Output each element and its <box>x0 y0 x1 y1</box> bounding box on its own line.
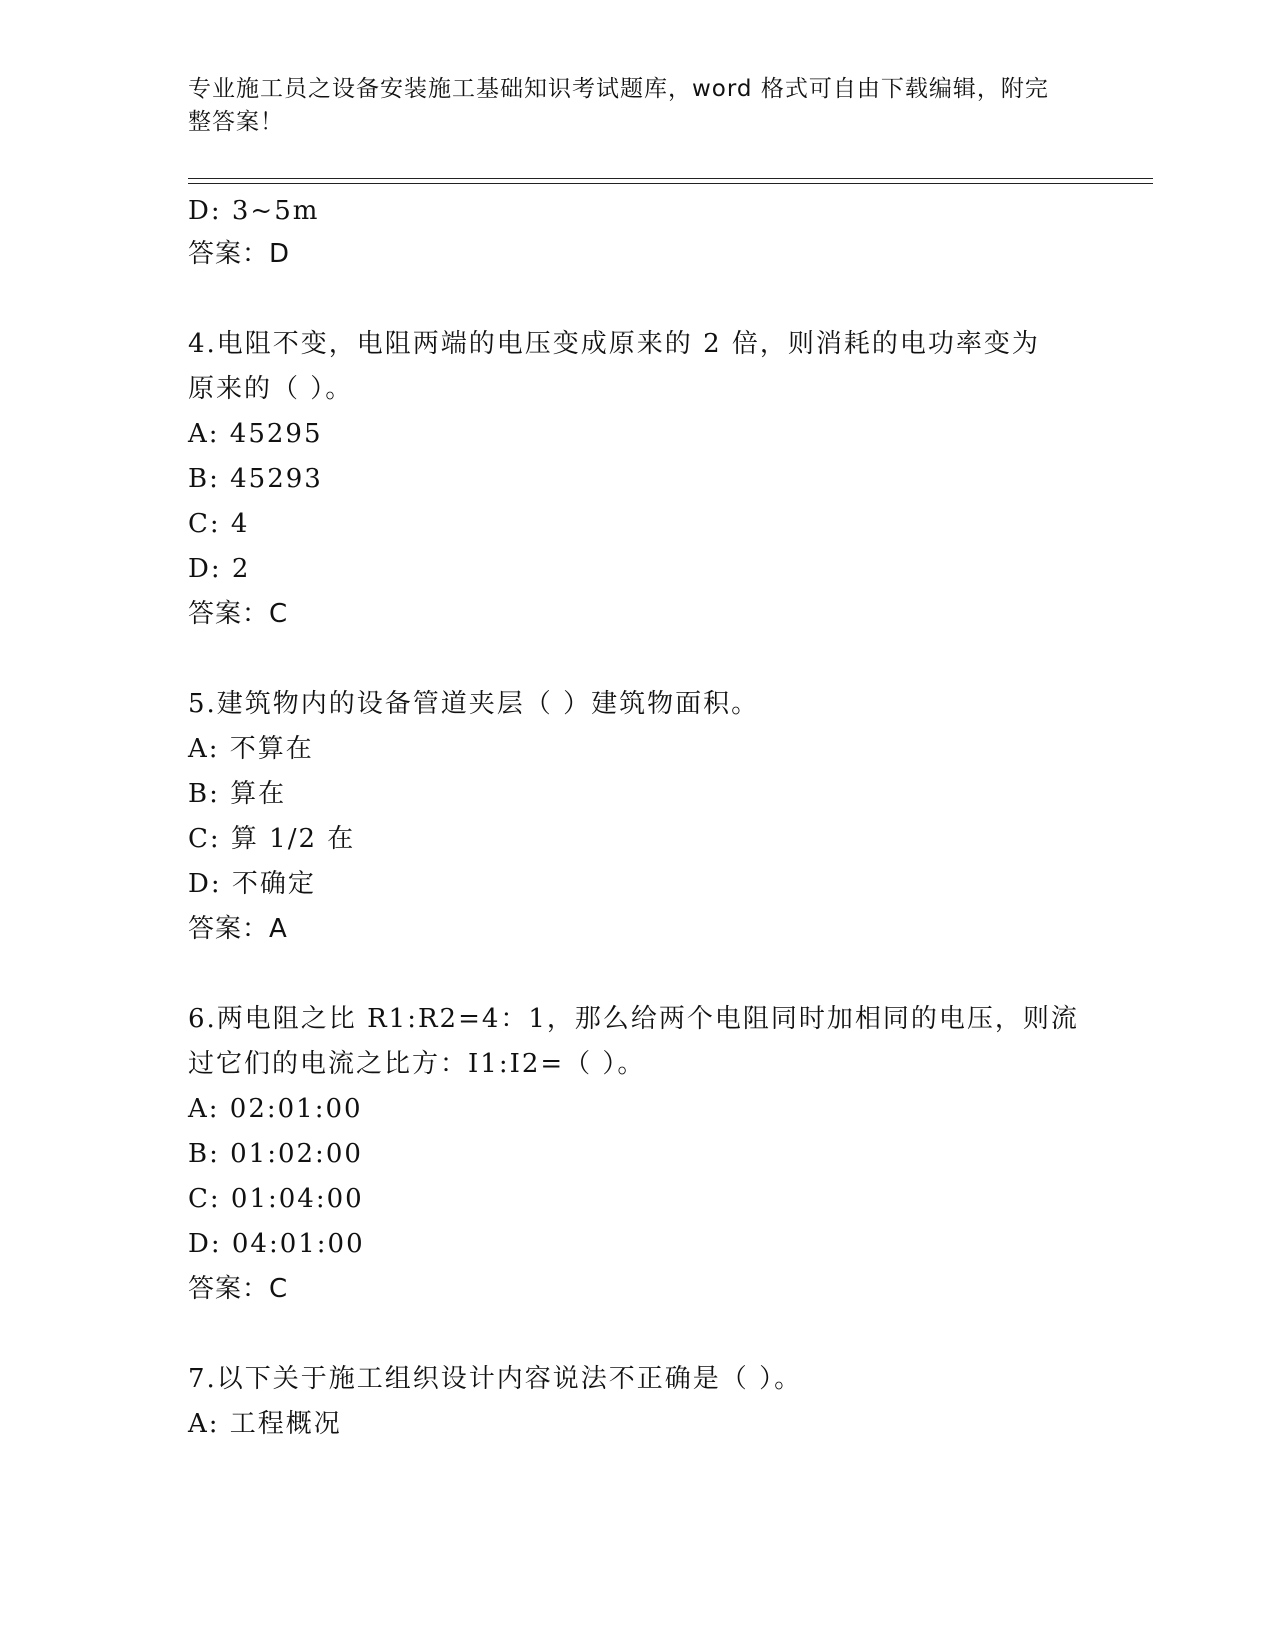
q3-option-d: D: 3~5m <box>188 196 320 226</box>
q5-option-b: B: 算在 <box>188 779 287 809</box>
header-divider-bottom <box>188 183 1153 184</box>
q6-stem-line-2: 过它们的电流之比方：I1:I2=（ ）。 <box>188 1049 646 1079</box>
q5-option-c: C: 算 1/2 在 <box>188 824 356 854</box>
header-line-2: 整答案！ <box>188 109 284 135</box>
q4-option-c: C: 4 <box>188 509 250 539</box>
q4-answer: 答案：C <box>188 599 289 629</box>
q4-option-d: D: 2 <box>188 554 251 584</box>
header-divider-top <box>188 178 1153 179</box>
header-line-1: 专业施工员之设备安装施工基础知识考试题库，word 格式可自由下载编辑，附完 <box>188 76 1049 102</box>
q6-option-b: B: 01:02:00 <box>188 1139 363 1169</box>
q4-stem-line-2: 原来的（ ）。 <box>188 374 354 404</box>
q5-stem-line-1: 5.建筑物内的设备管道夹层（ ）建筑物面积。 <box>188 689 760 719</box>
q4-option-b: B: 45293 <box>188 464 323 494</box>
q6-option-d: D: 04:01:00 <box>188 1229 365 1259</box>
q4-stem-line-1: 4.电阻不变，电阻两端的电压变成原来的 2 倍，则消耗的电功率变为 <box>188 329 1040 359</box>
q5-option-a: A: 不算在 <box>188 734 314 764</box>
q6-stem-line-1: 6.两电阻之比 R1:R2=4：1，那么给两个电阻同时加相同的电压，则流 <box>188 1004 1079 1034</box>
q6-option-c: C: 01:04:00 <box>188 1184 364 1214</box>
document-header <box>188 73 1068 139</box>
q6-option-a: A: 02:01:00 <box>188 1094 363 1124</box>
q5-option-d: D: 不确定 <box>188 869 316 899</box>
q5-answer: 答案：A <box>188 914 288 944</box>
q6-answer: 答案：C <box>188 1274 289 1304</box>
q7-stem-line-1: 7.以下关于施工组织设计内容说法不正确是（ ）。 <box>188 1364 803 1394</box>
q3-answer: 答案：D <box>188 239 291 269</box>
q7-option-a: A: 工程概况 <box>188 1409 342 1439</box>
q4-option-a: A: 45295 <box>188 419 323 449</box>
